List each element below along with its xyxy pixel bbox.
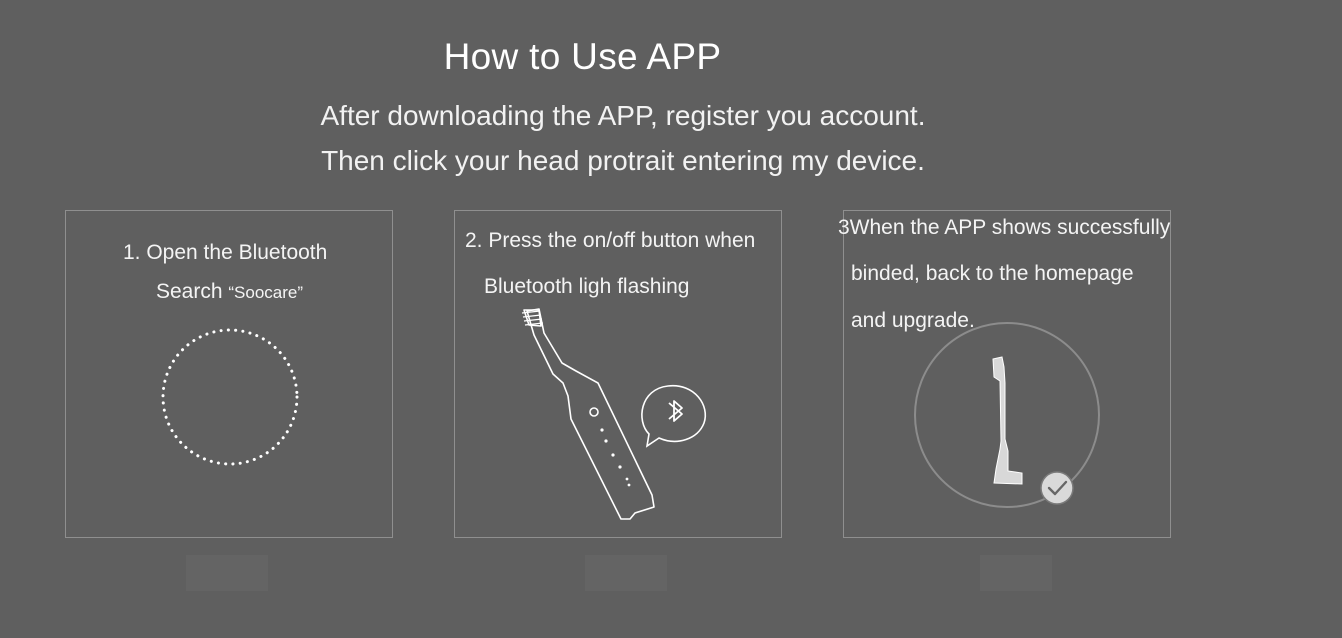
toothbrush-bluetooth-icon (455, 211, 783, 539)
page-title: How to Use APP (443, 36, 722, 77)
step-1-line-1: 1. Open the Bluetooth (123, 241, 328, 264)
step-1-search-label: Search (156, 280, 229, 303)
step-3-line-1: 3When the APP shows successfully (838, 216, 1171, 239)
bluetooth-icon (642, 386, 705, 446)
footer-placeholder-1 (186, 555, 268, 591)
footer-placeholder-2 (585, 555, 667, 591)
check-icon (1041, 472, 1073, 504)
step-3-line-3: and upgrade. (851, 309, 975, 332)
step-1-brand-name: “Soocare” (228, 283, 304, 302)
dotted-circle-icon (66, 211, 394, 539)
brush-head-check-icon (844, 211, 1172, 539)
step-3-line-2: binded, back to the homepage (851, 262, 1134, 285)
step-2-line-2: Bluetooth ligh flashing (484, 275, 690, 298)
step-1-card (65, 210, 393, 538)
footer-placeholder-3 (980, 555, 1052, 591)
step-2-card (454, 210, 782, 538)
intro-line-1: After downloading the APP, register you account. (320, 100, 926, 131)
step-3-card (838, 210, 1171, 538)
step-2-line-1: 2. Press the on/off button when (465, 229, 756, 252)
intro-line-2: Then click your head protrait entering my device. (321, 145, 925, 176)
